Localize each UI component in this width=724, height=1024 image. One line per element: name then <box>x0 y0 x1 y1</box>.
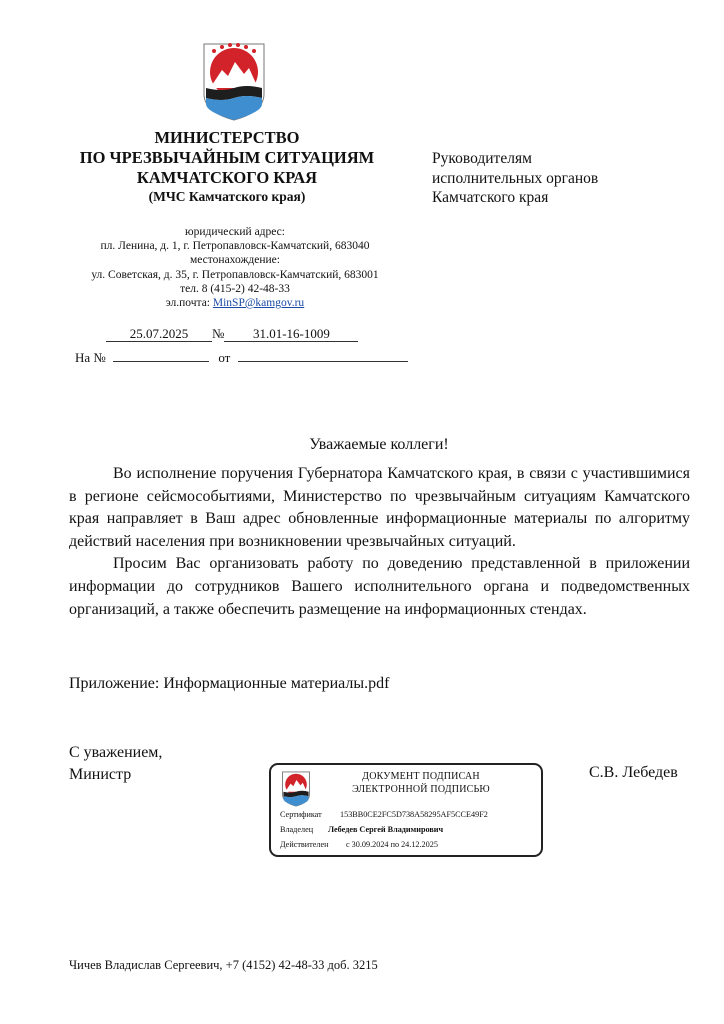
phone: тел. 8 (415-2) 42-48-33 <box>180 282 290 295</box>
closing-regards: С уважением, <box>69 744 163 761</box>
signer-title: Министр <box>69 766 132 783</box>
legal-address: пл. Ленина, д. 1, г. Петропавловск-Камчатский, 683040 <box>100 240 370 253</box>
stamp-validity-row <box>280 840 438 849</box>
e-signature-stamp <box>269 763 543 857</box>
legal-address-label: юридический адрес: <box>185 226 285 238</box>
ministry-abbreviation: (МЧС Камчатского края) <box>148 189 306 204</box>
reply-number-blank <box>113 346 209 362</box>
recipient-line-2: исполнительных органов <box>432 169 599 187</box>
email-line <box>62 296 408 310</box>
email-link[interactable]: MinSP@kamgov.ru <box>212 297 305 310</box>
ministry-line-3: КАМЧАТСКОГО КРАЯ <box>136 168 318 187</box>
stamp-title-line-1: ДОКУМЕНТ ПОДПИСАН <box>362 771 480 782</box>
certificate-label: Сертификат <box>280 810 322 819</box>
from-label: от <box>218 350 231 365</box>
ministry-name <box>62 128 392 206</box>
recipient-line-1: Руководителям <box>432 150 532 167</box>
stamp-coat-of-arms-icon <box>280 771 312 807</box>
address-block <box>62 225 408 310</box>
coat-of-arms-icon <box>202 42 266 122</box>
owner-value: Лебедев Сергей Владимирович <box>328 825 444 834</box>
certificate-value: 153BB0CE2FC5D738A58295AF5CCE49F2 <box>340 810 488 819</box>
number-sign: № <box>212 326 225 341</box>
location-label: местонахождение: <box>190 254 280 267</box>
reply-date-blank <box>238 346 408 362</box>
closing <box>69 742 162 786</box>
registration-number: 31.01-16-1009 <box>224 326 358 342</box>
ministry-line-1: МИНИСТЕРСТВО <box>154 128 300 147</box>
registration-line <box>106 326 358 342</box>
registration-date: 25.07.2025 <box>106 326 212 342</box>
validity-label: Действителен <box>280 840 329 849</box>
recipient-line-3: Камчатского края <box>432 189 549 206</box>
owner-label: Владелец <box>280 825 314 834</box>
location-address: ул. Советская, д. 35, г. Петропавловск-Камчатский, 683001 <box>91 268 379 281</box>
recipient-block <box>432 149 692 208</box>
validity-value: с 30.09.2024 по 24.12.2025 <box>346 840 438 849</box>
reply-line <box>75 346 408 366</box>
email-label: эл.почта: <box>165 297 213 310</box>
greeting: Уважаемые коллеги! <box>309 436 449 453</box>
executor-contact: Чичев Владислав Сергеевич, +7 (4152) 42-48-33 доб. 3215 <box>69 958 378 972</box>
paragraph-2: Просим Вас организовать работу по доведению представленной в приложении информации до сотрудников Вашего исполнительного органа и подведомственных организаций, а также обеспечить размещение на информационных стендах. <box>69 555 690 618</box>
reply-label: На № <box>75 350 106 365</box>
stamp-certificate-row <box>280 810 488 819</box>
attachment-line: Приложение: Информационные материалы.pdf <box>69 675 390 692</box>
stamp-owner-row <box>280 825 443 834</box>
stamp-title-line-2: ЭЛЕКТРОННОЙ ПОДПИСЬЮ <box>352 784 490 795</box>
ministry-line-2: ПО ЧРЕЗВЫЧАЙНЫМ СИТУАЦИЯМ <box>79 148 375 167</box>
signer-name: С.В. Лебедев <box>589 764 678 781</box>
paragraph-1: Во исполнение поручения Губернатора Камчатского края, в связи с участившимися в регионе сейсмособытиями, Министерство по чрезвычайным ситуациям Камчатского края направляет в Ваш адрес обновленные информационные материалы по алгоритму действий населения при возникновении чрезвычайных ситуаций. <box>69 465 690 550</box>
letter-body <box>69 463 690 621</box>
stamp-title <box>321 770 521 796</box>
